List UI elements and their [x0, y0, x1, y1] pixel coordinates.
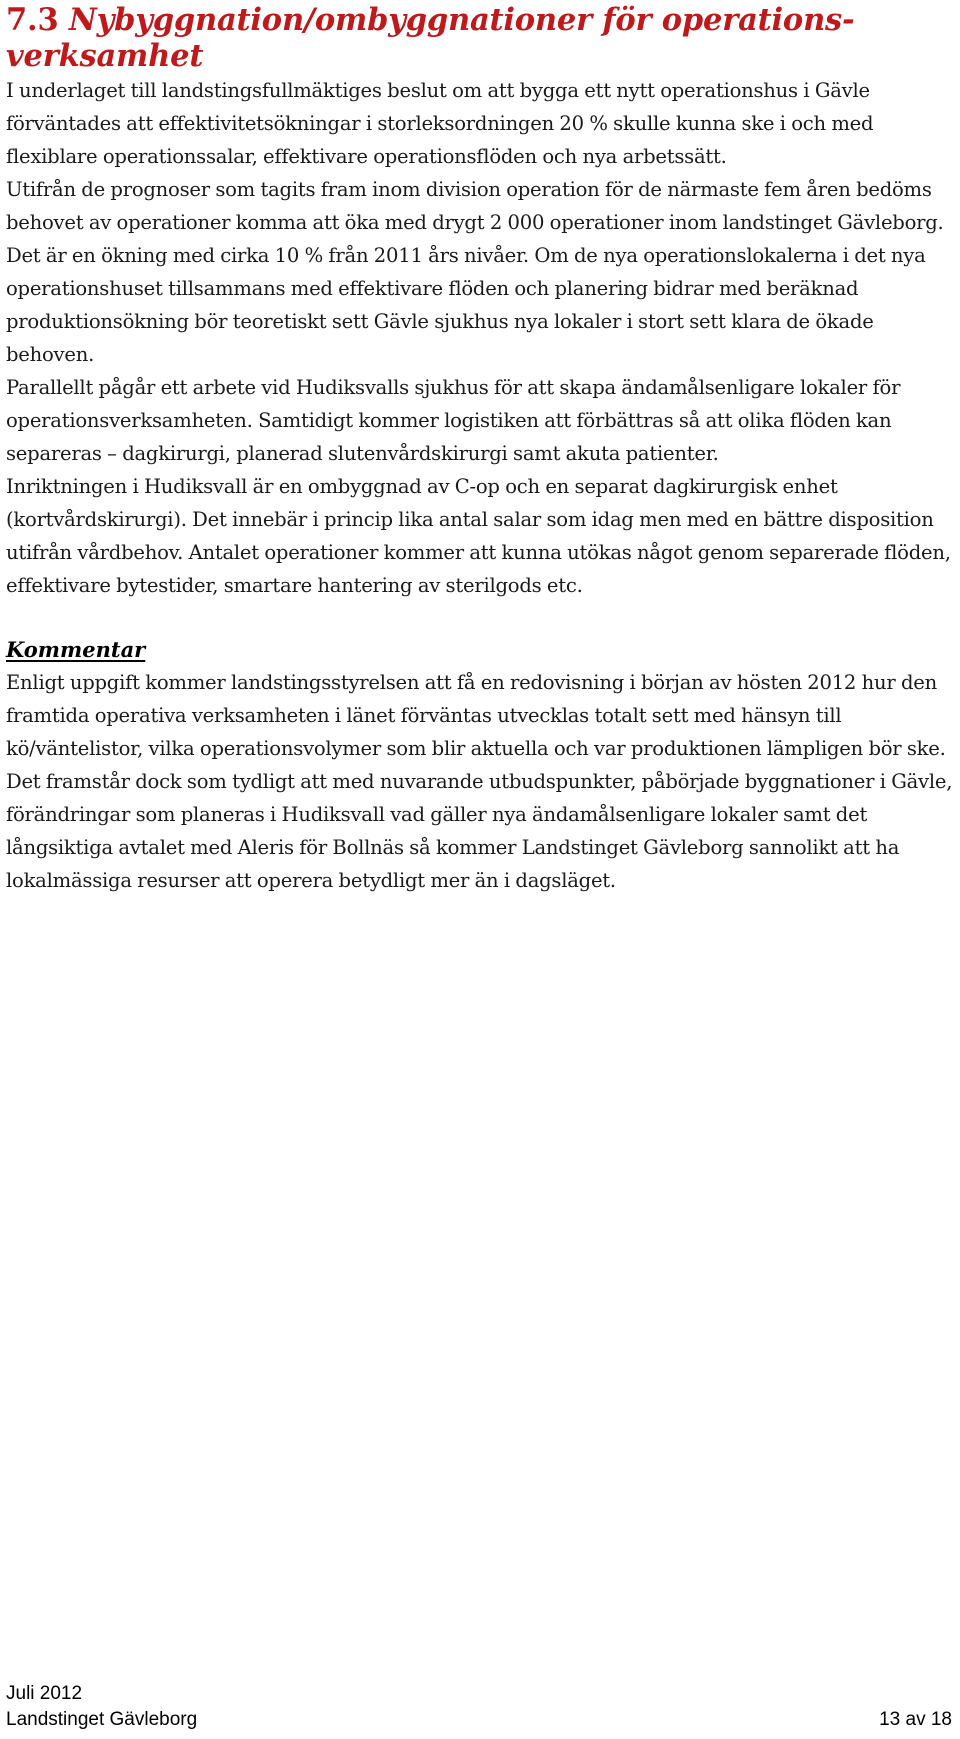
section-number: 7.3 — [6, 2, 59, 38]
footer-organization: Landstinget Gävleborg — [6, 1709, 198, 1730]
footer-row — [6, 1707, 952, 1733]
page-footer — [6, 1681, 952, 1733]
paragraph-underlag: I underlaget till landstingsfullmäktiges beslut om att bygga ett nytt operationshus i Gävle förväntades att effektivitetsökningar i storleksordningen 20 % skulle kunna ske i och med flexiblare operationssalar, effektivare operationsflöden och nya arbetssätt. — [6, 79, 874, 168]
paragraph-hudiksvall-inriktning: Inriktningen i Hudiksvall är en ombyggnad av C-op och en separat dagkirurgisk enhet (kortvårdskirurgi). Det innebär i princip lika antal salar som idag men med en bättre disposition utifrån vårdbehov. Antalet operationer kommer att kunna utökas något genom separerade flöden, effektivare bytestider, smartare hantering av sterilgods etc. — [6, 475, 951, 597]
paragraph-hudiksvall-arbete: Parallellt pågår ett arbete vid Hudiksvalls sjukhus för att skapa ändamålsenligare lokaler för operationsverksamheten. Samtidigt kommer logistiken att förbättras så att olika flöden kan separeras – dagkirurgi, planerad slutenvårdskirurgi samt akuta patienter. — [6, 376, 901, 465]
footer-date: Juli 2012 — [6, 1683, 83, 1704]
section-heading — [6, 0, 956, 74]
page-number: 13 av 18 — [879, 1709, 952, 1730]
document-page — [6, 0, 956, 897]
paragraph-slutsats: Det framstår dock som tydligt att med nuvarande utbudspunkter, påbörjade byggnationer i Gävle, förändringar som planeras i Hudiksvall vad gäller nya ändamålsenligare lokaler samt det långsiktiga avtalet med Aleris för Bollnäs så kommer Landstinget Gävleborg sannolikt att ha lokalmässiga resurser att operera betydligt mer än i dagsläget. — [6, 770, 953, 892]
paragraph-redovisning: Enligt uppgift kommer landstingsstyrelsen att få en redovisning i början av hösten 2012 hur den framtida operativa verksamheten i länet förväntas utvecklas totalt sett med hänsyn till kö/väntelistor, vilka operationsvolymer som blir aktuella och var produktionen lämpligen bör ske. — [6, 671, 946, 760]
section-title: Nybyggnation/ombyggnationer för operations-verksamhet — [6, 2, 855, 74]
comment-heading: Kommentar — [6, 637, 146, 662]
paragraph-prognoser: Utifrån de prognoser som tagits fram inom division operation för de närmaste fem åren bedöms behovet av operationer komma att öka med drygt 2 000 operationer inom landstinget Gävleborg. Det är en ökning med cirka 10 % från 2011 års nivåer. Om de nya operationslokalerna i det nya operationshuset tillsammans med effektivare flöden och planering bidrar med beräknad produktionsökning bör teoretiskt sett Gävle sjukhus nya lokaler i stort sett klara de ökade behoven. — [6, 178, 944, 366]
